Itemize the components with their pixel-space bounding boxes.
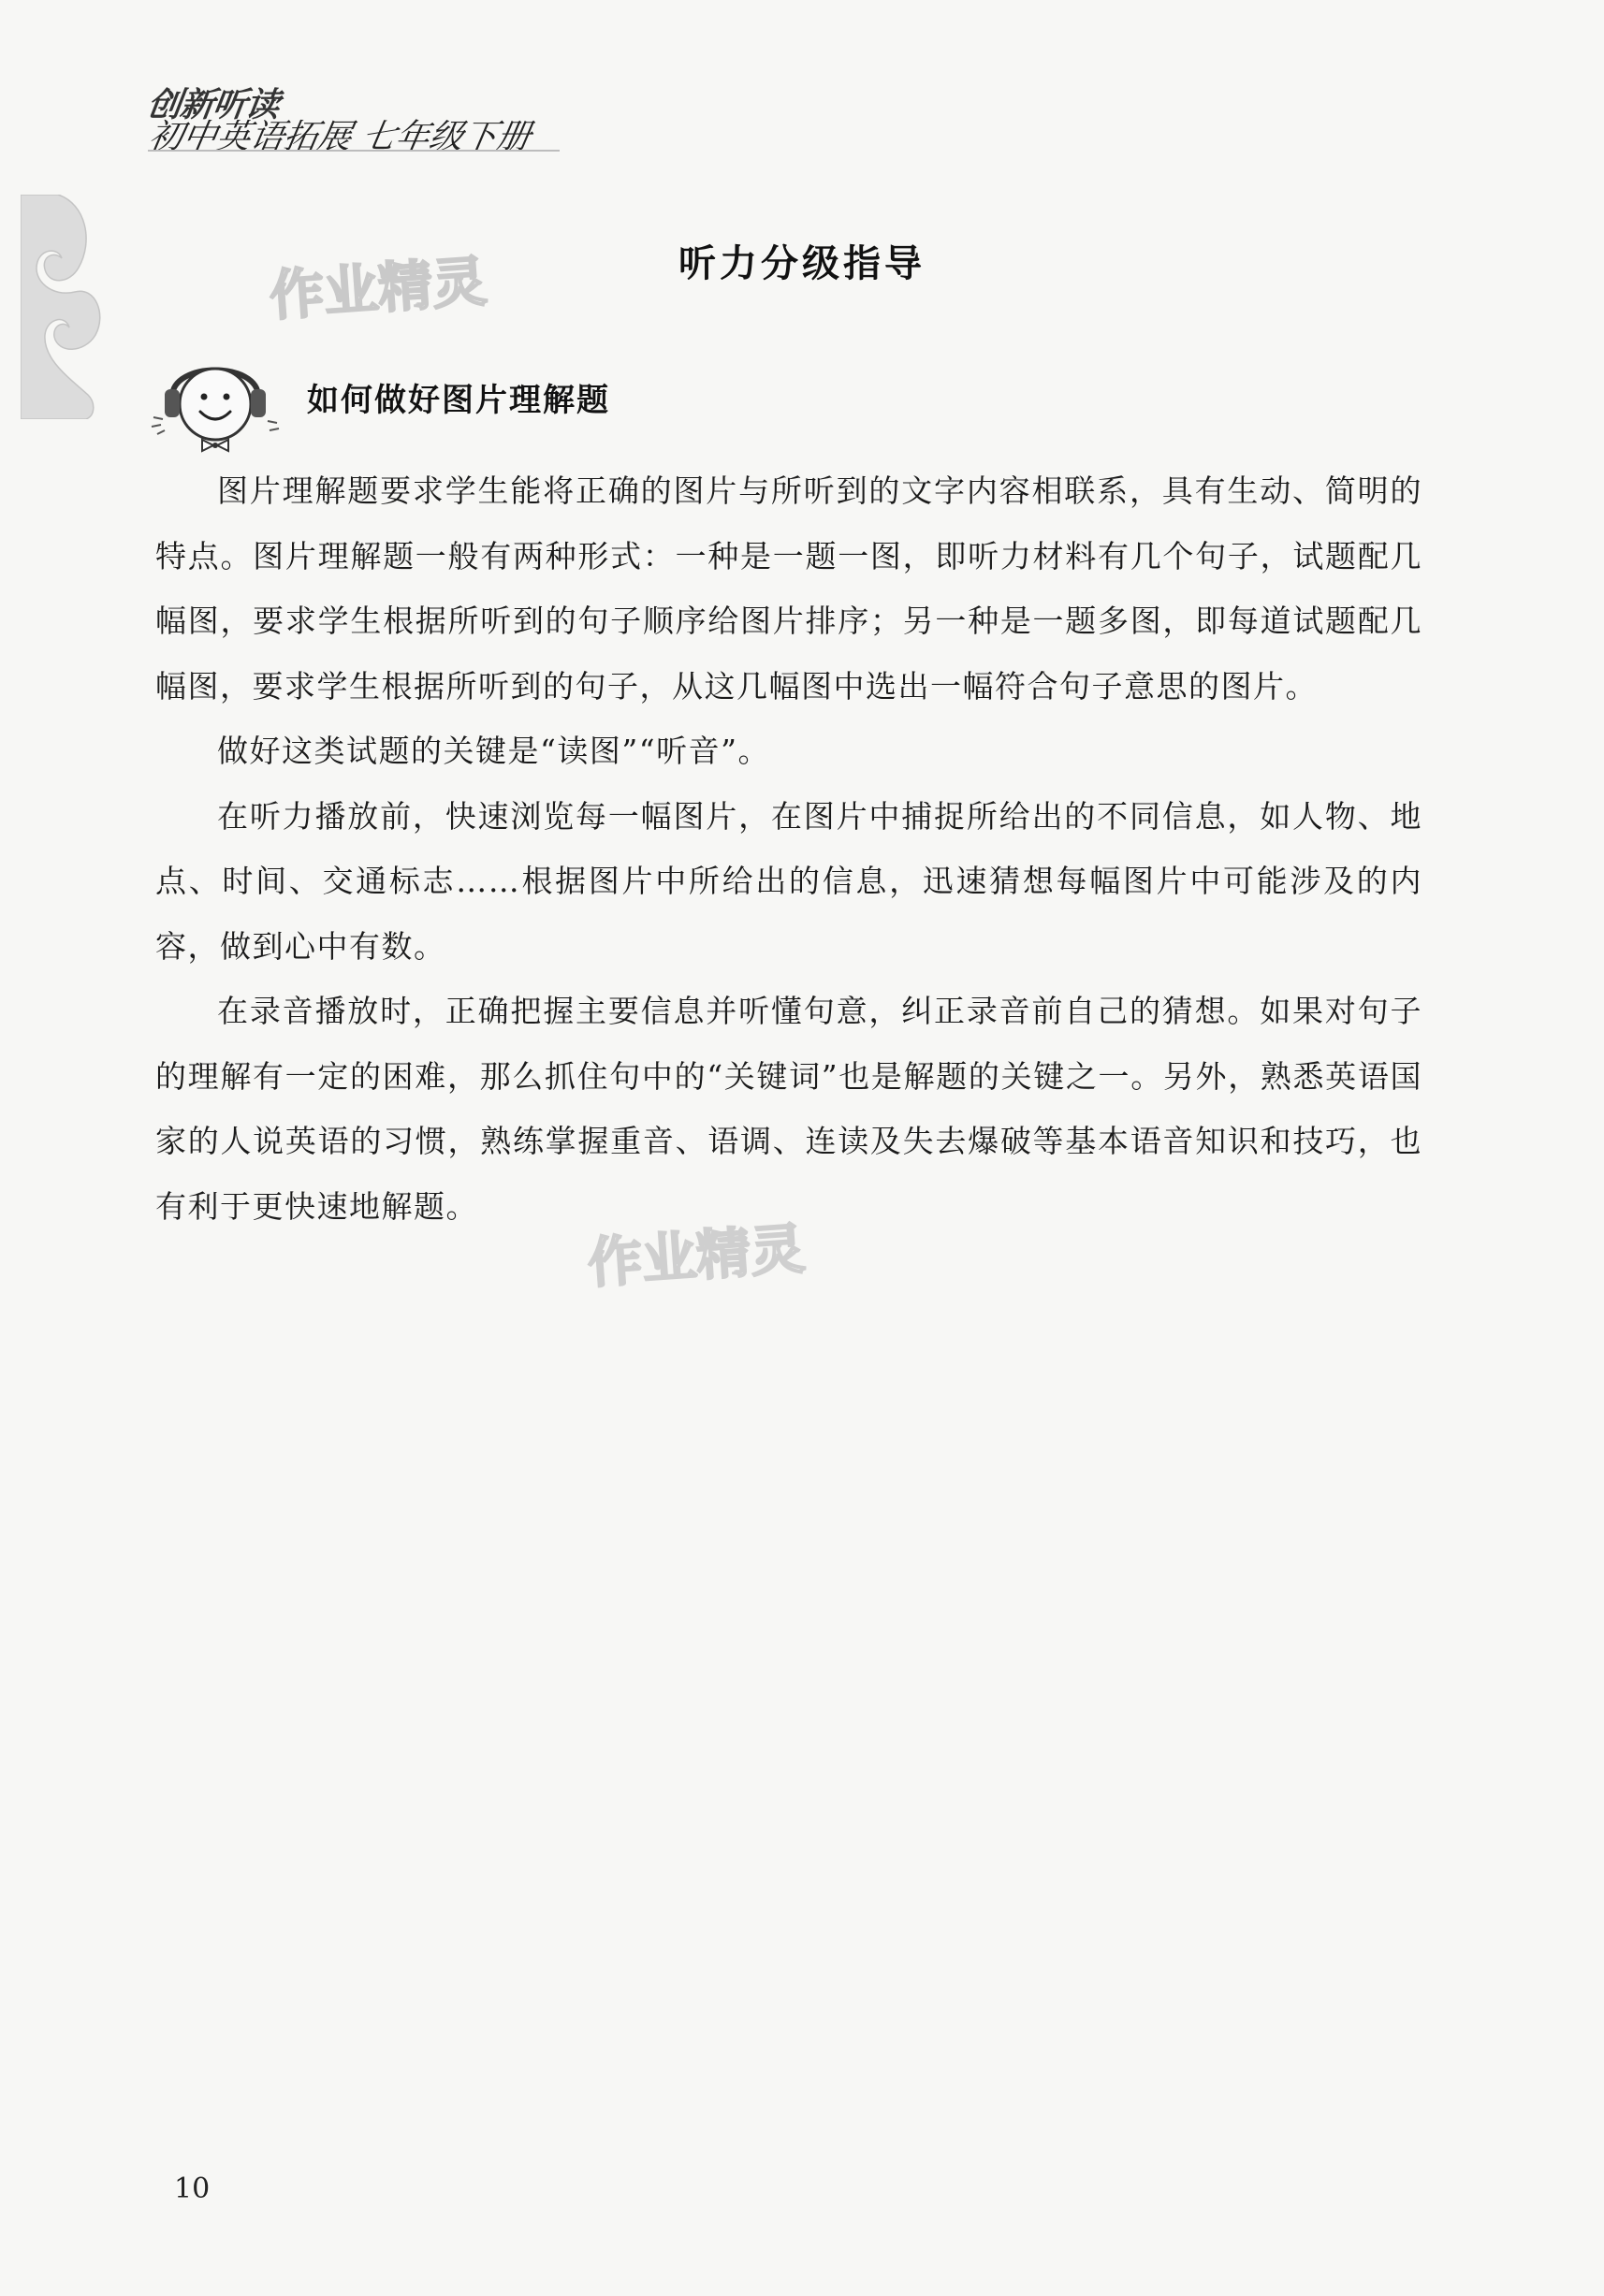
paragraph: 在听力播放前，快速浏览每一幅图片，在图片中捕捉所给出的不同信息，如人物、地点、时间、交通标志……根据图片中所给出的信息，迅速猜想每幅图片中可能涉及的内容，做到心中有数。 — [155, 797, 1422, 965]
book-subtitle: 初中英语拓展 七年级下册 — [145, 118, 534, 156]
paragraph: 在录音播放时，正确把握主要信息并听懂句意，纠正录音前自己的猜想。如果对句子的理解有一定的困难，那么抓住句中的“关键词”也是解题的关键之一。另外，熟悉英语国家的人说英语的习惯，熟练掌握重音、语调、连读及失去爆破等基本语音知识和技巧，也有利于更快速地解题。 — [155, 993, 1422, 1225]
svg-text:作业精灵: 作业精灵 — [585, 1216, 808, 1296]
page-title: 听力分级指导 — [678, 242, 926, 285]
series-logo: 创新听读 — [144, 86, 282, 124]
section-heading: 如何做好图片理解题 — [307, 382, 610, 419]
watermark-stamp — [262, 245, 505, 329]
header-rule — [148, 150, 560, 152]
svg-text:作业精灵: 作业精灵 — [267, 249, 489, 328]
body-text — [155, 458, 1422, 1239]
paragraph: 做好这类试题的关键是“读图”“听音”。 — [217, 733, 770, 769]
page-number: 10 — [174, 2172, 211, 2205]
headphones-face-icon — [150, 342, 281, 455]
watermark-stamp — [580, 1213, 824, 1297]
paragraph: 图片理解题要求学生能将正确的图片与所听到的文字内容相联系，具有生动、简明的特点。图片理解题一般有两种形式：一种是一题一图，即听力材料有几个句子，试题配几幅图，要求学生根据所听到的句子顺序给图片排序；另一种是一题多图，即每道试题配几幅图，要求学生根据所听到的句子，从这几幅图中选出一幅符合句子意思的图片。 — [155, 472, 1422, 705]
cloud-swirl-icon — [21, 195, 105, 419]
